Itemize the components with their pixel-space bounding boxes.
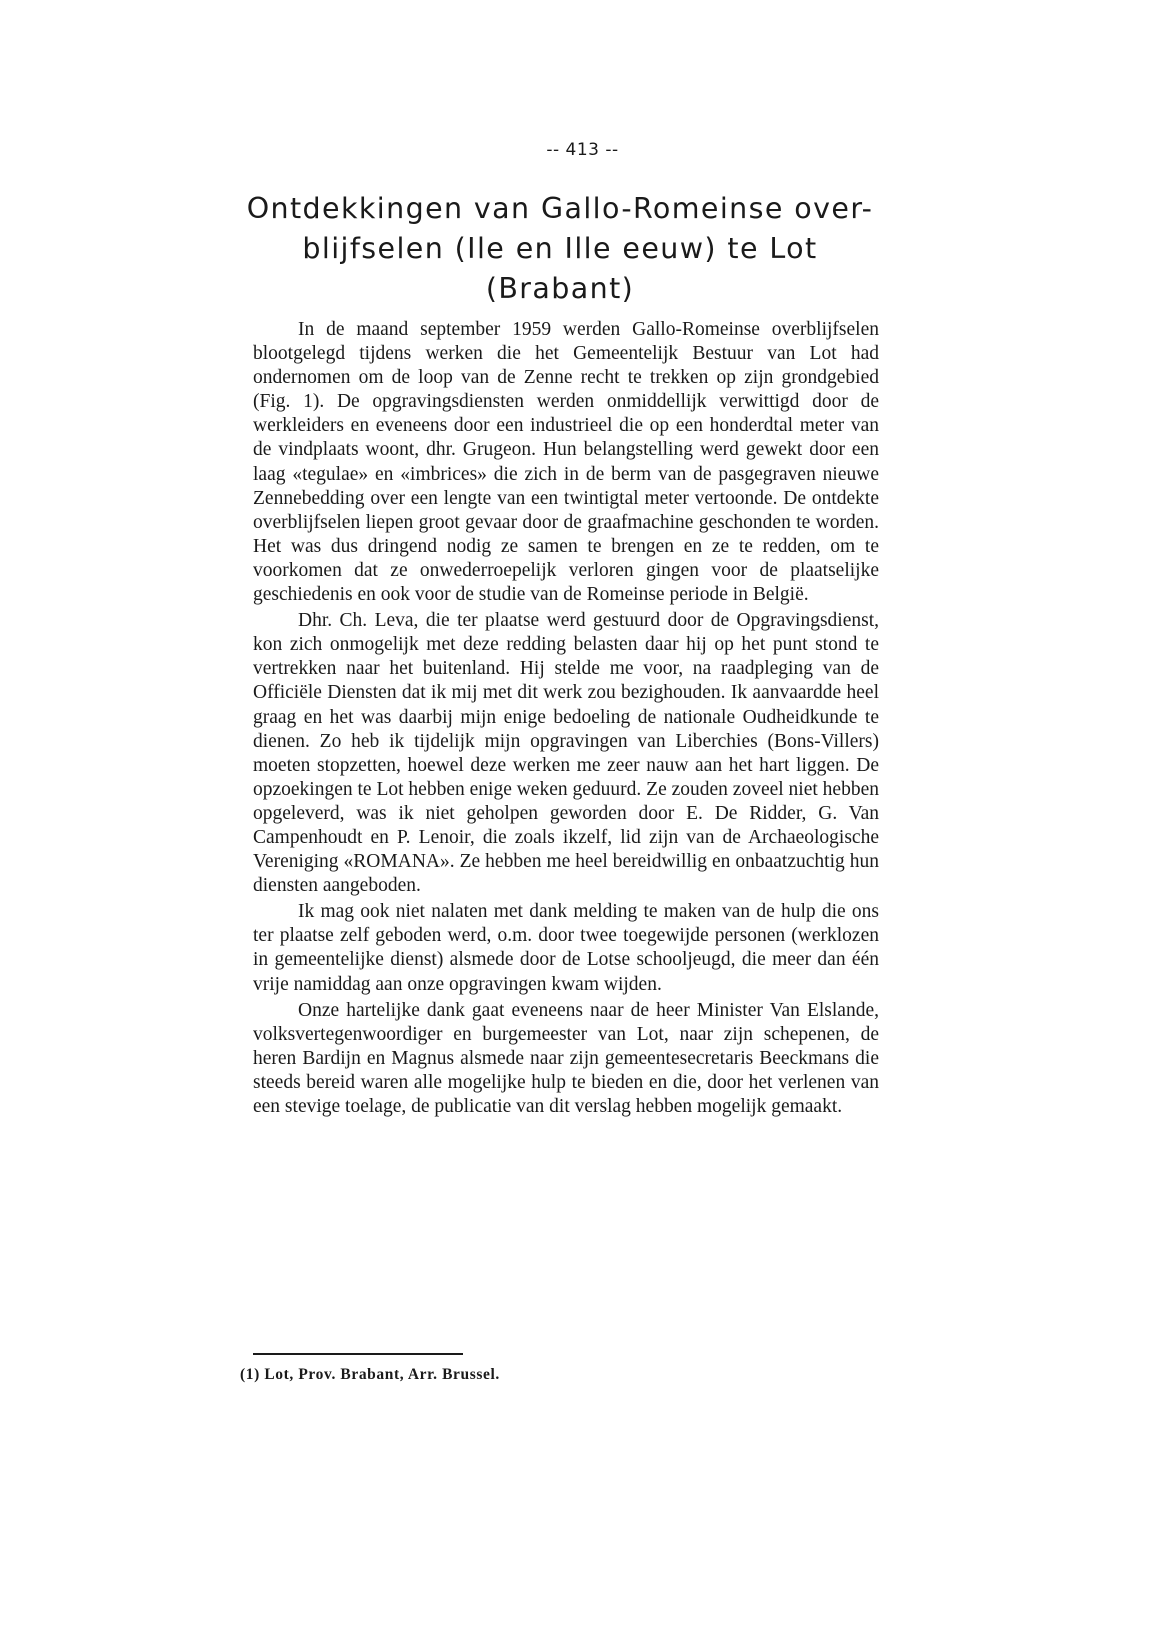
article-title: [240, 189, 880, 309]
page-number: -- 413 --: [546, 140, 619, 160]
footnote-divider: [253, 1353, 463, 1355]
article-body: [253, 318, 879, 1121]
paragraph: Ik mag ook niet nalaten met dank melding te maken van de hulp die ons ter plaatse zelf geboden werd, o.m. door twee toegewijde personen (werklozen in gemeentelijke dienst) alsmede door de Lotse schooljeugd, die meer dan één vrije namiddag aan onze opgravingen kwam wijden.: [253, 901, 879, 995]
title-line: (Brabant): [485, 272, 635, 305]
title-line: blijfselen (Ile en Ille eeuw) te Lot: [302, 232, 818, 265]
paragraph: Onze hartelijke dank gaat eveneens naar de heer Minister Van Elslande, volksvertegenwoordiger en burgemeester van Lot, naar zijn schepenen, de heren Bardijn en Magnus alsmede naar zijn gemeentesecretaris Beeckmans die steeds bereid waren alle mogelijke hulp te bieden en die, door het verlenen van een stevige toelage, de publicatie van dit verslag hebben mogelijk gemaakt.: [253, 999, 879, 1117]
title-line: Ontdekkingen van Gallo-Romeinse over-: [246, 192, 874, 225]
footnote: (1) Lot, Prov. Brabant, Arr. Brussel.: [240, 1366, 500, 1383]
paragraph: In de maand september 1959 werden Gallo-Romeinse overblijfselen blootgelegd tijdens werken die het Gemeentelijk Bestuur van Lot had ondernomen om de loop van de Zenne recht te trekken op zijn grondgebied (Fig. 1). De opgravingsdiensten werden onmiddellijk verwittigd door de werkleiders en eveneens door een industrieel die op een honderdtal meter van de vindplaats woont, dhr. Grugeon. Hun belangstelling werd gewekt door een laag «tegulae» en «imbrices» die zich in de berm van de pasgegraven nieuwe Zennebedding over een lengte van een twintigtal meter vertoonde. De ontdekte overblijfselen liepen groot gevaar door de graafmachine geschonden te worden. Het was dus dringend nodig ze samen te brengen en ze te redden, om te voorkomen dat ze onwederroepelijk verloren gingen voor de plaatselijke geschiedenis en ook voor de studie van de Romeinse periode in België.: [253, 319, 879, 606]
paragraph: Dhr. Ch. Leva, die ter plaatse werd gestuurd door de Opgravingsdienst, kon zich onmogelijk met deze redding belasten daar hij op het punt stond te vertrekken naar het buitenland. Hij stelde me voor, na raadpleging van de Officiële Diensten dat ik mij met dit werk zou bezighouden. Ik aanvaardde heel graag en het was daarbij mijn enige bedoeling de nationale Oudheidkunde te dienen. Zo heb ik tijdelijk mijn opgravingen van Liberchies (Bons-Villers) moeten stopzetten, hoewel deze werken me zeer nauw aan het hart liggen. De opzoekingen te Lot hebben enige weken geduurd. Ze zouden zoveel niet hebben opgeleverd, was ik niet geholpen geworden door E. De Ridder, G. Van Campenhoudt en P. Lenoir, die zoals ikzelf, lid zijn van de Archaeologische Vereniging «ROMANA». Ze hebben me heel bereidwillig en onbaatzuchtig hun diensten aangeboden.: [253, 610, 879, 897]
